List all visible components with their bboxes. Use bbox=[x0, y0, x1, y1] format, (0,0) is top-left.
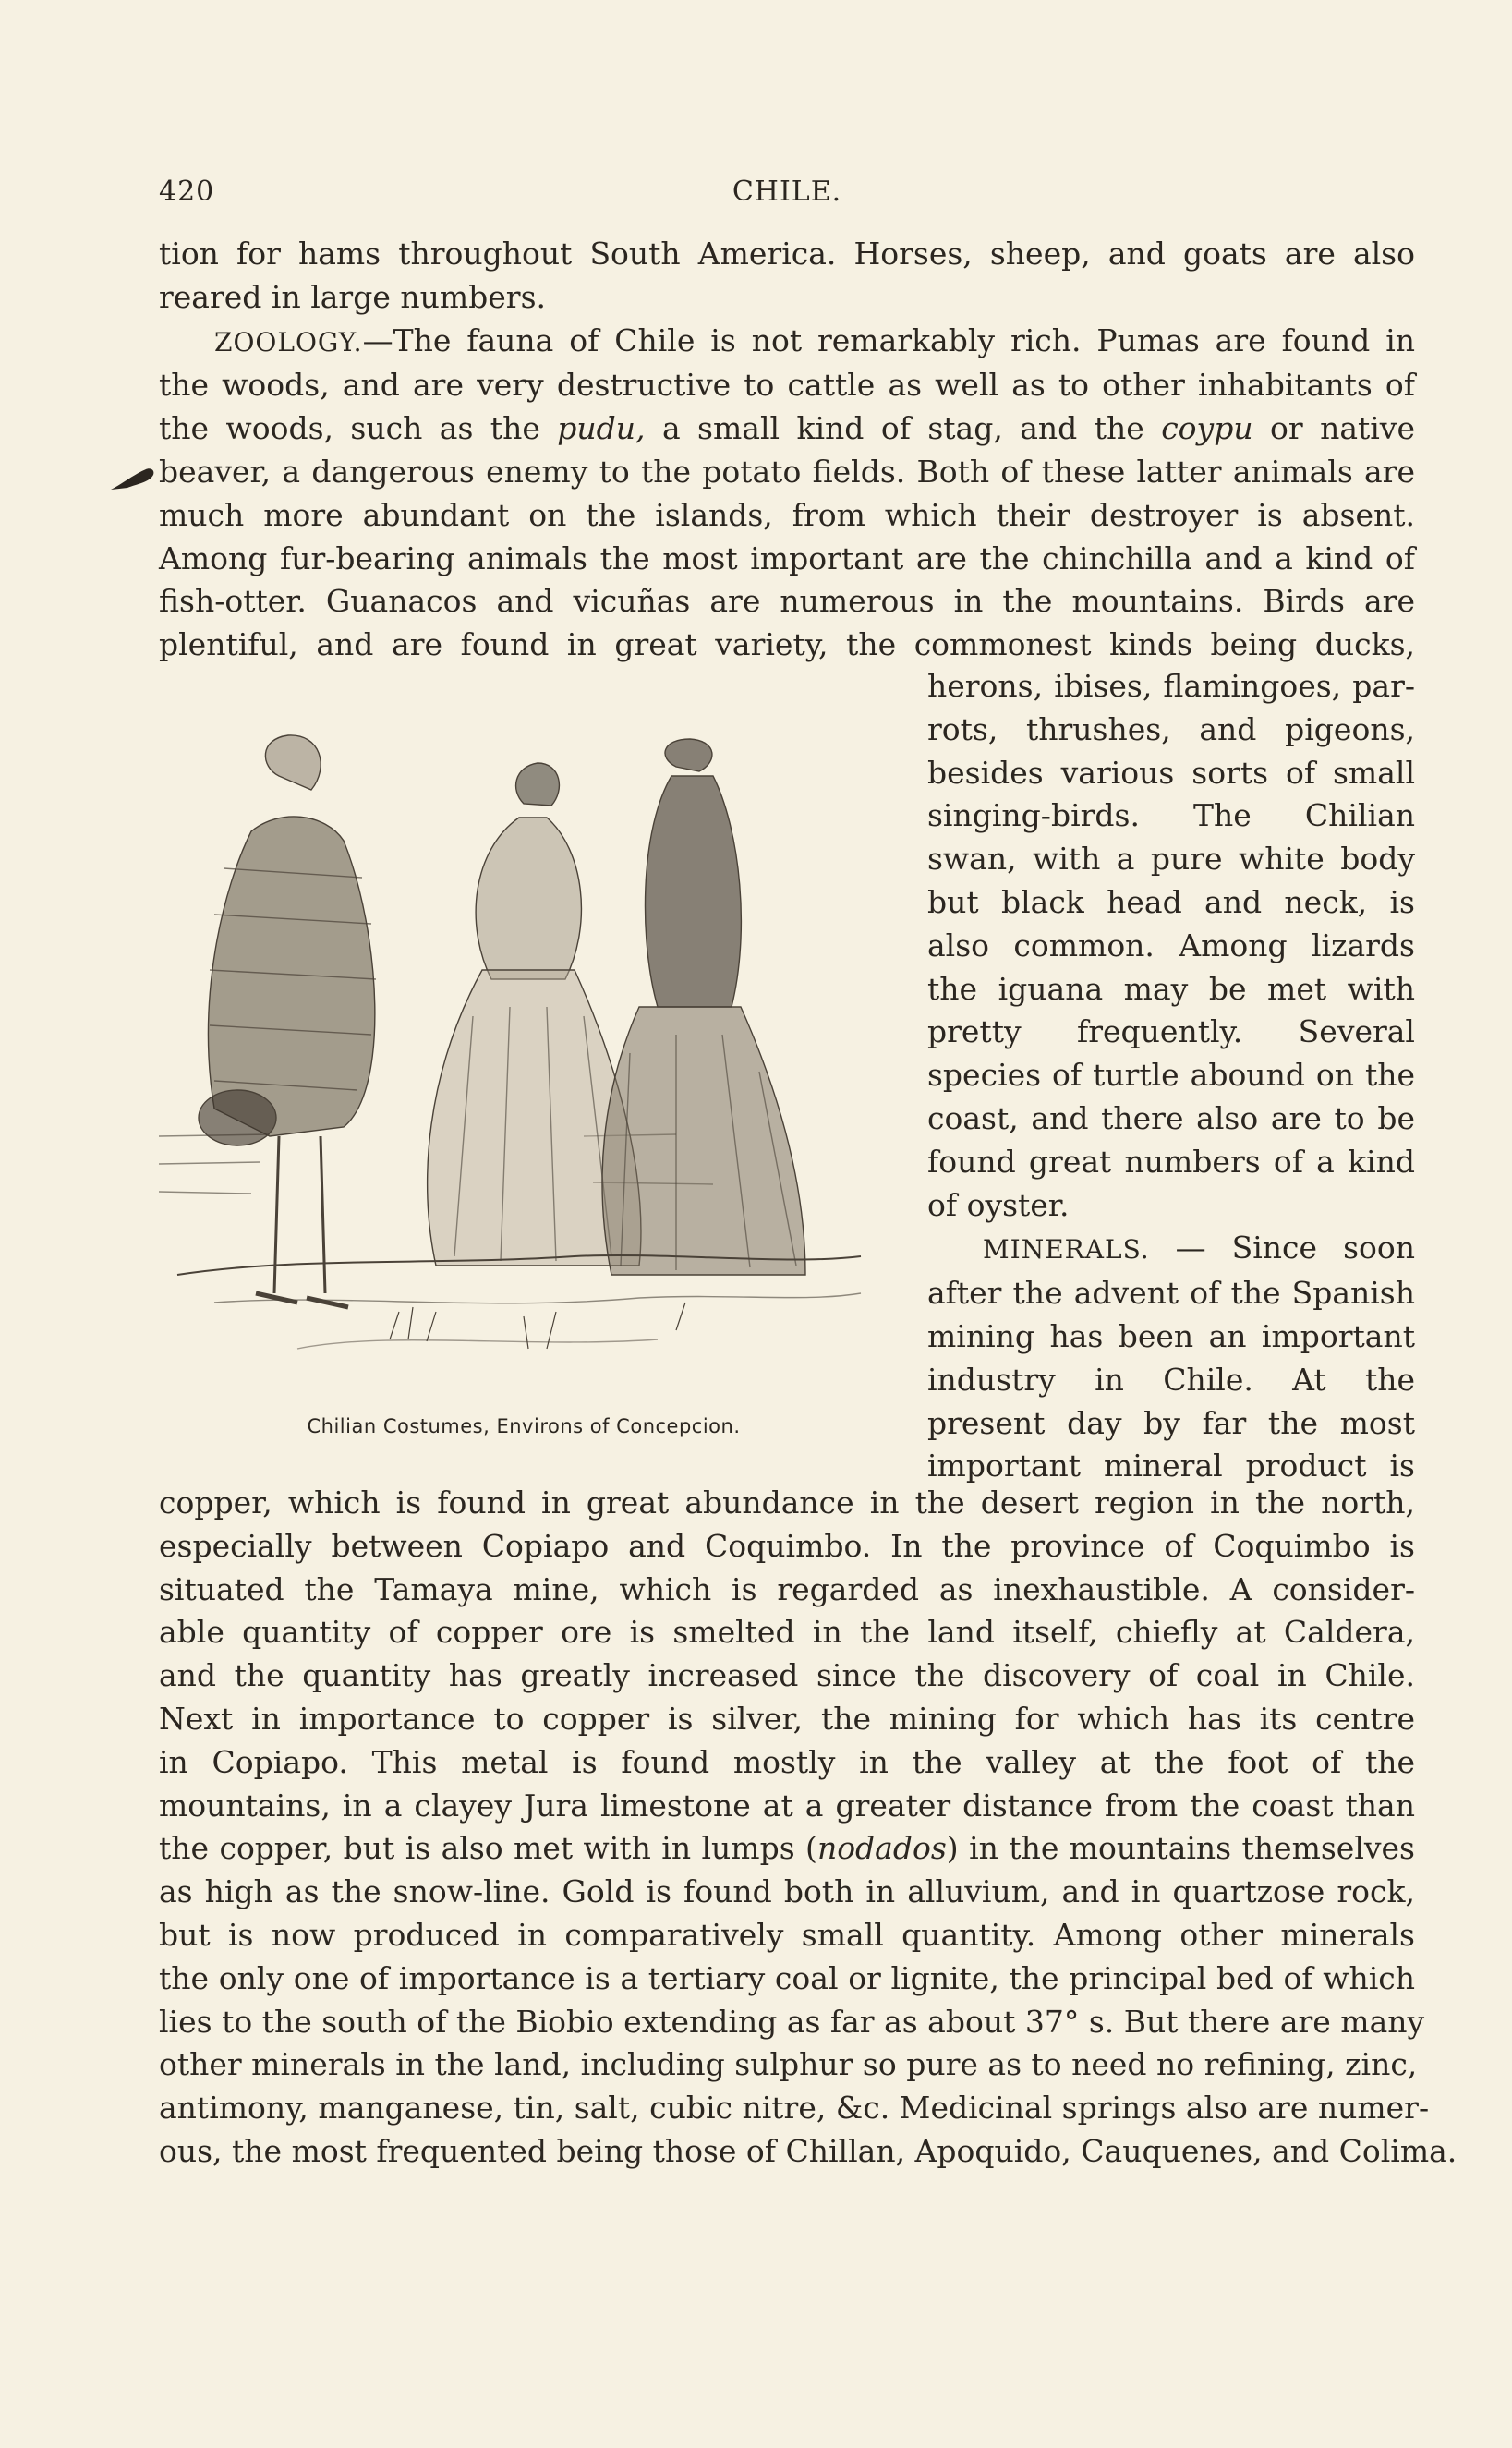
text-run: found great numbers of a kind bbox=[927, 1143, 1415, 1180]
text-run: situated the Tamaya mine, which is regarded as inexhaustible. A consider- bbox=[159, 1570, 1415, 1607]
text-line bbox=[159, 1569, 1415, 1612]
text-run: rots, thrushes, and pigeons, bbox=[927, 710, 1415, 747]
text-line bbox=[159, 1698, 1415, 1741]
text-line bbox=[159, 1871, 1415, 1914]
text-run: herons, ibises, flamingoes, par- bbox=[927, 668, 1415, 704]
text-line bbox=[159, 1611, 1415, 1654]
text-run: —The fauna of Chile is not remarkably rich. Pumas are found in bbox=[362, 321, 1415, 358]
text-run: ZOOLOGY. bbox=[214, 326, 363, 358]
text-run: as high as the snow-line. Gold is found both in alluvium, and in quartzose rock, bbox=[159, 1873, 1415, 1910]
text-run: able quantity of copper ore is smelted in the land itself, chiefly at Caldera, bbox=[159, 1614, 1415, 1651]
text-line bbox=[159, 276, 1415, 320]
text-run: pudu, bbox=[557, 410, 646, 447]
text-run: coast, and there also are to be bbox=[927, 1099, 1415, 1136]
text-run: industry in Chile. At the bbox=[927, 1361, 1415, 1398]
text-run: or native bbox=[1252, 410, 1415, 447]
text-line bbox=[159, 2043, 1418, 2087]
text-run: the copper, but is also met with in lumps ( bbox=[159, 1830, 817, 1867]
text-run: MINERALS. bbox=[983, 1234, 1150, 1266]
text-run: but is now produced in comparatively small quantity. Among other minerals bbox=[159, 1916, 1415, 1953]
text-line bbox=[159, 2001, 1425, 2044]
text-line bbox=[159, 1827, 1415, 1871]
costume-illustration bbox=[159, 702, 889, 1423]
text-line bbox=[159, 538, 1415, 581]
text-line bbox=[159, 233, 1415, 276]
text-line bbox=[927, 752, 1415, 795]
text-run: of oyster. bbox=[927, 1186, 1070, 1223]
text-run: besides various sorts of small bbox=[927, 754, 1415, 791]
text-run: but black head and neck, is bbox=[927, 883, 1415, 920]
text-run: present day by far the most bbox=[927, 1404, 1415, 1441]
text-run: reared in large numbers. bbox=[159, 278, 546, 315]
text-line bbox=[159, 2130, 1458, 2174]
text-run: the woods, such as the bbox=[159, 410, 558, 447]
text-run: lies to the south of the Biobio extending as far as about 37° s. But there are many bbox=[159, 2003, 1425, 2040]
text-line bbox=[927, 1097, 1415, 1141]
text-run: pretty frequently. Several bbox=[927, 1013, 1415, 1050]
text-line bbox=[927, 1184, 1415, 1228]
text-run: important mineral product is bbox=[927, 1448, 1415, 1485]
text-run: Next in importance to copper is silver, the mining for which has its centre bbox=[159, 1700, 1415, 1737]
text-run: mountains, in a clayey Jura limestone at a greater distance from the coast than bbox=[159, 1787, 1415, 1824]
text-line bbox=[927, 881, 1415, 925]
text-run: ) in the mountains themselves bbox=[946, 1830, 1415, 1867]
page-number: 420 bbox=[159, 176, 215, 208]
body-text-side bbox=[927, 665, 1415, 1488]
body-text-top bbox=[159, 233, 1415, 667]
text-line bbox=[927, 838, 1415, 881]
text-run: the only one of importance is a tertiary coal or lignite, the principal bed of which bbox=[159, 1959, 1415, 1996]
text-line bbox=[159, 364, 1415, 407]
text-line bbox=[927, 1315, 1415, 1359]
text-run: beaver, a dangerous enemy to the potato fields. Both of these latter animals are bbox=[159, 453, 1415, 490]
text-run: swan, with a pure white body bbox=[927, 841, 1415, 878]
text-run: the woods, and are very destructive to cattle as well as to other inhabitants of bbox=[159, 367, 1415, 404]
text-line bbox=[159, 494, 1415, 538]
text-line bbox=[927, 1402, 1415, 1446]
text-line bbox=[159, 1957, 1415, 2001]
text-run: plentiful, and are found in great variety, the commonest kinds being ducks, bbox=[159, 626, 1415, 663]
text-run: ous, the most frequented being those of Chillan, Apoquido, Cauquenes, and Colima. bbox=[159, 2132, 1458, 2169]
text-line bbox=[927, 925, 1415, 968]
ink-mark-icon bbox=[109, 462, 161, 495]
text-line bbox=[159, 1914, 1415, 1957]
text-line bbox=[927, 794, 1415, 838]
page-header bbox=[159, 176, 1415, 222]
text-run: in Copiapo. This metal is found mostly in the valley at the foot of the bbox=[159, 1743, 1415, 1780]
text-run: the iguana may be met with bbox=[927, 970, 1415, 1007]
text-run: and the quantity has greatly increased since the discovery of coal in Chile. bbox=[159, 1657, 1415, 1694]
text-line bbox=[159, 2087, 1430, 2130]
text-run: a small kind of stag, and the bbox=[645, 410, 1162, 447]
text-run: antimony, manganese, tin, salt, cubic nitre, &c. Medicinal springs also are numer- bbox=[159, 2090, 1430, 2127]
figure-caption: Chilian Costumes, Environs of Concepcion. bbox=[307, 1415, 741, 1437]
text-line bbox=[927, 968, 1415, 1012]
text-line bbox=[927, 665, 1415, 709]
text-run: species of turtle abound on the bbox=[927, 1057, 1415, 1094]
text-line bbox=[927, 1054, 1415, 1097]
text-line bbox=[927, 1227, 1415, 1272]
text-run: nodados bbox=[816, 1830, 947, 1867]
text-line bbox=[159, 1741, 1415, 1785]
text-line bbox=[927, 1141, 1415, 1184]
text-line bbox=[159, 451, 1415, 494]
text-line bbox=[159, 1525, 1415, 1569]
text-line bbox=[927, 1011, 1415, 1054]
text-run: coypu bbox=[1161, 410, 1253, 447]
text-line bbox=[159, 1654, 1415, 1698]
text-run: mining has been an important bbox=[927, 1317, 1415, 1354]
text-line bbox=[159, 580, 1415, 624]
text-run: singing-birds. The Chilian bbox=[927, 797, 1415, 834]
text-run: — Since soon bbox=[1149, 1230, 1415, 1266]
text-line bbox=[927, 1272, 1415, 1315]
text-run: also common. Among lizards bbox=[927, 927, 1415, 963]
text-line bbox=[927, 709, 1415, 752]
text-run: Among fur-bearing animals the most important are the chinchilla and a kind of bbox=[159, 539, 1415, 576]
text-line bbox=[159, 624, 1415, 667]
text-run: especially between Copiapo and Coquimbo. In the province of Coquimbo is bbox=[159, 1527, 1415, 1564]
text-line bbox=[159, 320, 1415, 365]
text-line bbox=[159, 1785, 1415, 1828]
text-run: tion for hams throughout South America. Horses, sheep, and goats are also bbox=[159, 236, 1415, 272]
text-line bbox=[159, 1482, 1415, 1525]
text-run: other minerals in the land, including sulphur so pure as to need no refining, zinc, bbox=[159, 2046, 1418, 2083]
text-line bbox=[927, 1359, 1415, 1402]
text-line bbox=[159, 407, 1415, 451]
text-run: much more abundant on the islands, from which their destroyer is absent. bbox=[159, 496, 1415, 533]
text-run: after the advent of the Spanish bbox=[927, 1275, 1415, 1312]
text-run: copper, which is found in great abundance in the desert region in the north, bbox=[159, 1485, 1415, 1521]
text-run: fish-otter. Guanacos and vicuñas are numerous in the mountains. Birds are bbox=[159, 583, 1415, 620]
running-head: CHILE. bbox=[732, 176, 842, 208]
body-text-bottom bbox=[159, 1482, 1458, 2174]
